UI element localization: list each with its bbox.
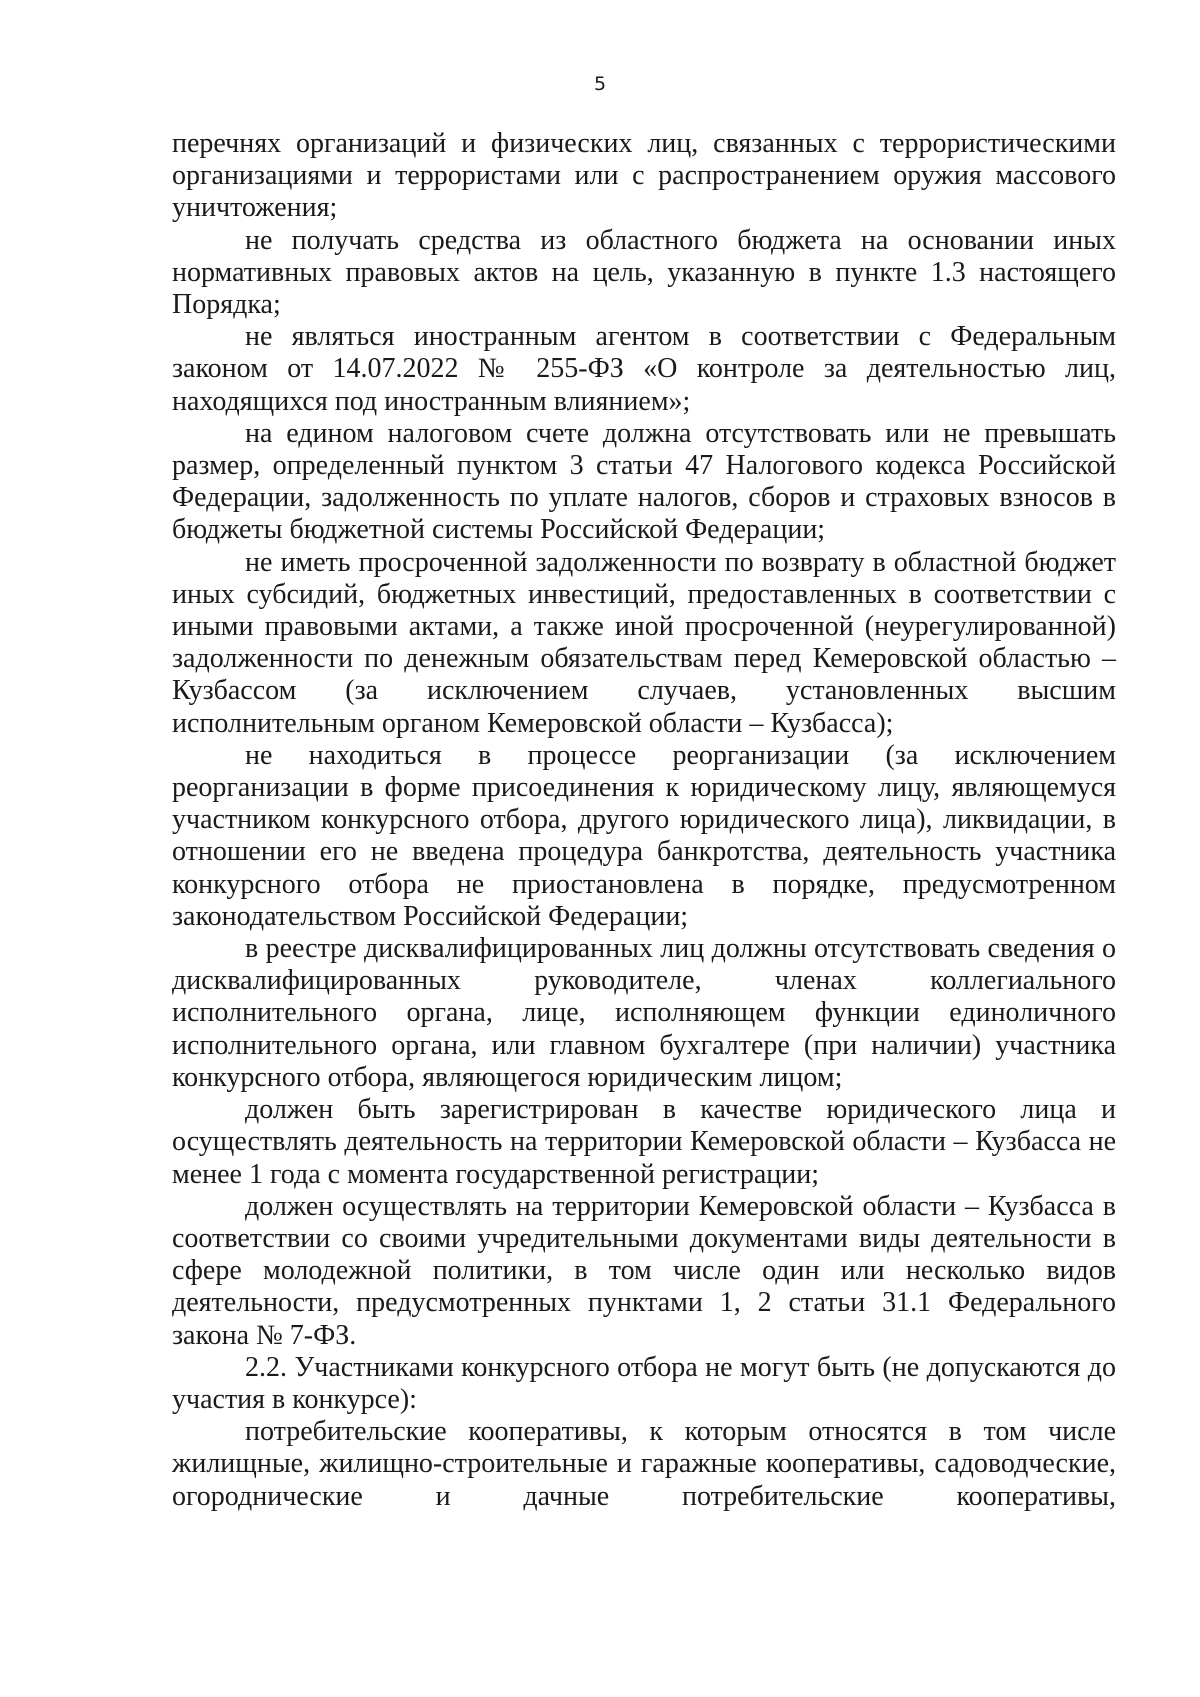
paragraph-section-2-2: 2.2. Участниками конкурсного отбора не могут быть (не допускаются до участия в конкурсе): — [172, 1351, 1116, 1415]
paragraph-consumer-cooperatives: потребительские кооперативы, к которым относятся в том числе жилищные, жилищно-строительные и гаражные кооперативы, садоводческие, огороднические и дачные потребительские кооперативы, — [172, 1416, 1116, 1512]
paragraph-no-other-budget-funds: не получать средства из областного бюджета на основании иных нормативных правовых актов на цель, указанную в пункте 1.3 настоящего Порядка; — [172, 224, 1116, 321]
document-body — [172, 128, 1116, 1513]
page-number: 5 — [593, 73, 607, 95]
paragraph-tax-debt: на едином налоговом счете должна отсутствовать или не превышать размер, определенный пунктом 3 статьи 47 Налогового кодекса Российской Федерации, задолженность по уплате налогов, сборов и страховых взносов в бюджеты бюджетной системы Российской Федерации; — [172, 417, 1116, 546]
paragraph-no-reorganization: не находиться в процессе реорганизации (за исключением реорганизации в форме присоединения к юридическому лицу, являющемуся участником конкурсного отбора, другого юридического лица), ликвидации, в отношении его не введена процедура банкротства, деятельность участника конкурсного отбора не приостановлена в порядке, предусмотренном законодательством Российской Федерации; — [172, 739, 1116, 932]
paragraph-terrorist-lists: перечнях организаций и физических лиц, связанных с террористическими организациями и террористами или с распространением оружия массового уничтожения; — [172, 128, 1116, 224]
paragraph-disqualified-persons: в реестре дисквалифицированных лиц должны отсутствовать сведения о дисквалифицированных руководителе, членах коллегиального исполнительного органа, лице, исполняющем функции единоличного исполнительного органа, или главном бухгалтере (при наличии) участника конкурсного отбора, являющегося юридическим лицом; — [172, 933, 1116, 1093]
paragraph-no-overdue-debt: не иметь просроченной задолженности по возврату в областной бюджет иных субсидий, бюджетных инвестиций, предоставленных в соответствии с иными правовыми актами, а также иной просроченной (неурегулированной) задолженности по денежным обязательствам перед Кемеровской областью – Кузбассом (за исключением случаев, установленных высшим исполнительным органом Кемеровской области – Кузбасса); — [172, 546, 1116, 739]
paragraph-registration: должен быть зарегистрирован в качестве юридического лица и осуществлять деятельность на территории Кемеровской области – Кузбасса не менее 1 года с момента государственной регистрации; — [172, 1094, 1116, 1190]
paragraph-youth-policy-activity: должен осуществлять на территории Кемеровской области – Кузбасса в соответствии со своими учредительными документами виды деятельности в сфере молодежной политики, в том числе один или несколько видов деятельности, предусмотренных пунктами 1, 2 статьи 31.1 Федерального закона № 7-ФЗ. — [172, 1190, 1116, 1351]
paragraph-not-foreign-agent: не являться иностранным агентом в соответствии с Федеральным законом от 14.07.2022 № 255-ФЗ «О контроле за деятельностью лиц, находящихся под иностранным влиянием»; — [172, 321, 1116, 417]
